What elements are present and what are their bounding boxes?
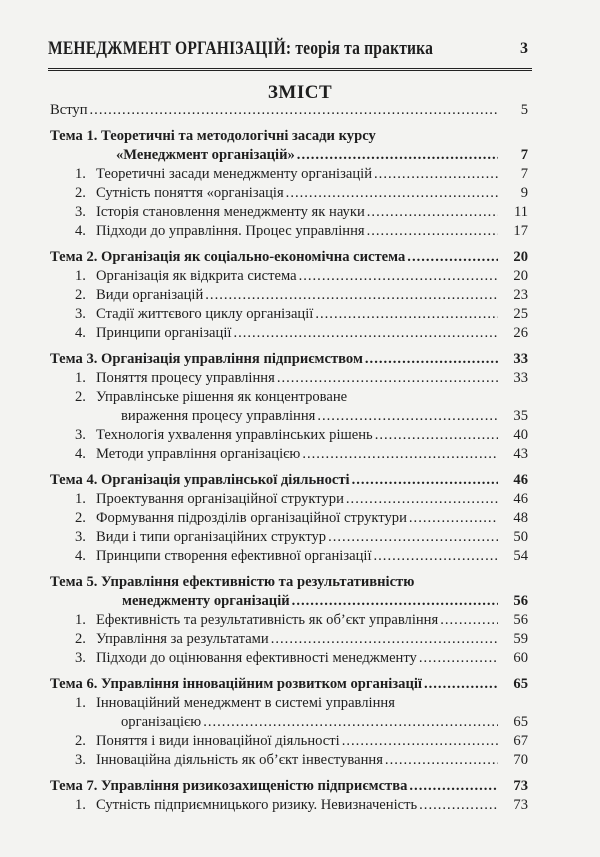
toc-topic-title: Тема 2. Організація як соціально-економічна система [50, 249, 406, 265]
toc-item-title [75, 796, 417, 815]
toc-item-title [75, 528, 326, 547]
toc-page-number: 50 [513, 529, 528, 545]
toc-item-title [75, 305, 313, 324]
toc-item-title [75, 388, 347, 407]
dot-leader [286, 184, 498, 203]
toc-item-text: Принципи створення ефективної організації [96, 548, 372, 564]
dot-leader [205, 286, 498, 305]
toc-item-number: 4. [75, 446, 86, 462]
toc-item-number: 4. [75, 548, 86, 564]
dot-leader [409, 509, 498, 528]
dot-leader [374, 165, 498, 184]
toc-page-number: 7 [520, 166, 528, 182]
toc-topic-title: Тема 4. Організація управлінської діяльності [50, 472, 350, 488]
toc-item-title [75, 490, 344, 509]
dot-leader [367, 203, 498, 222]
toc-item-title [75, 407, 315, 426]
toc-item-number: 3. [75, 427, 86, 443]
running-header [48, 34, 532, 71]
toc-page-number: 40 [513, 427, 528, 443]
toc-page-number: 54 [513, 548, 528, 564]
toc-item-text: Сутність поняття «організація [96, 185, 284, 201]
toc-item-text: Сутність підприємницького ризику. Невизначеність [96, 797, 418, 813]
toc-topic-row[interactable] [50, 350, 528, 369]
toc-page-number: 65 [513, 714, 528, 730]
toc-page-number: 48 [513, 510, 528, 526]
dot-leader [365, 350, 498, 369]
toc-item-text: Теоретичні засади менеджменту організацій [96, 166, 373, 182]
toc-page-number: 43 [513, 446, 528, 462]
toc-item-number: 2. [75, 631, 86, 647]
toc-item-title [75, 445, 300, 464]
toc-item-text: Технологія ухвалення управлінських рішень [96, 427, 373, 443]
toc-item-number: 4. [75, 325, 86, 341]
toc-item-title [75, 694, 395, 713]
toc-item-title [75, 630, 269, 649]
toc-page-number: 46 [513, 472, 528, 488]
toc-item-row[interactable] [50, 426, 528, 445]
toc-item-row[interactable] [50, 286, 528, 305]
toc-item-text: Управління за результатами [96, 631, 269, 647]
toc-item-row[interactable] [50, 165, 528, 184]
book-title [48, 38, 433, 60]
toc-section [50, 127, 528, 241]
toc-item-row[interactable] [50, 305, 528, 324]
toc-page-number: 25 [513, 306, 528, 322]
toc-page-number: 33 [513, 370, 528, 386]
toc-item-text: Управлінське рішення як концентроване [96, 389, 348, 405]
toc-topic-title: Тема 5. Управління ефективністю та результативністю [50, 574, 415, 590]
toc-item-row[interactable] [50, 267, 528, 286]
table-of-contents [50, 101, 528, 815]
toc-item-row[interactable] [50, 751, 528, 770]
toc-item-row[interactable] [50, 694, 528, 713]
toc-item-title [75, 509, 407, 528]
dot-leader [346, 490, 498, 509]
toc-page-number: 59 [513, 631, 528, 647]
toc-item-title [75, 324, 231, 343]
dot-leader [409, 777, 498, 796]
book-title-main: МЕНЕДЖМЕНТ ОРГАНІЗАЦІЙ: [48, 38, 292, 59]
toc-item-text: Ефективність та результативність як об’єкт управління [96, 612, 439, 628]
toc-item-text: Інноваційний менеджмент в системі управління [96, 695, 395, 711]
toc-page-number: 73 [513, 778, 528, 794]
toc-item-title [75, 286, 203, 305]
toc-item-number: 3. [75, 752, 86, 768]
toc-section [50, 675, 528, 770]
toc-topic-title: Тема 1. Теоретичні та методологічні засади курсу [50, 128, 376, 144]
toc-page-number: 65 [513, 676, 528, 692]
toc-item-text: Проектування організаційної структури [96, 491, 344, 507]
dot-leader [374, 547, 499, 566]
toc-item-title [75, 547, 372, 566]
toc-item-title [75, 426, 373, 445]
toc-item-text: Види і типи організаційних структур [96, 529, 327, 545]
toc-item-number: 2. [75, 287, 86, 303]
toc-item-number: 1. [75, 491, 86, 507]
toc-page-number: 35 [513, 408, 528, 424]
dot-leader [292, 592, 498, 611]
toc-page-number: 11 [513, 204, 528, 220]
toc-topic-row[interactable] [50, 146, 528, 165]
dot-leader [385, 751, 498, 770]
toc-item-title [75, 165, 372, 184]
toc-topic-title: Тема 7. Управління ризикозахищеністю підприємства [50, 778, 408, 794]
toc-item-title [75, 611, 438, 630]
toc-item-text: Інноваційна діяльність як об’єкт інвестування [96, 752, 383, 768]
toc-item-number: 1. [75, 166, 86, 182]
toc-item-number: 1. [75, 695, 86, 711]
toc-item-title [75, 184, 284, 203]
toc-page-number: 23 [513, 287, 528, 303]
toc-topic-row[interactable] [50, 127, 528, 146]
toc-item-title [75, 713, 201, 732]
toc-item-text: Формування підрозділів організаційної структури [96, 510, 407, 526]
toc-item-row[interactable] [50, 528, 528, 547]
toc-page-number: 67 [513, 733, 528, 749]
toc-item-text: Поняття і види інноваційної діяльності [96, 733, 340, 749]
toc-topic-row[interactable] [50, 101, 528, 120]
toc-section [50, 101, 528, 120]
toc-topic-row[interactable] [50, 777, 528, 796]
toc-item-text: Історія становлення менеджменту як науки [96, 204, 365, 220]
toc-item-number: 2. [75, 389, 86, 405]
toc-item-text: Підходи до оцінювання ефективності менеджменту [96, 650, 417, 666]
toc-item-number: 3. [75, 204, 86, 220]
toc-page-number: 26 [513, 325, 528, 341]
dot-leader [299, 267, 498, 286]
toc-section [50, 350, 528, 464]
toc-topic-row[interactable] [50, 675, 528, 694]
toc-page-number: 5 [520, 102, 528, 118]
dot-leader [328, 528, 498, 547]
toc-item-text: вираження процесу управління [121, 408, 316, 424]
toc-item-number: 1. [75, 268, 86, 284]
toc-item-row[interactable] [50, 407, 528, 426]
toc-page-number: 9 [520, 185, 528, 201]
toc-topic-title: Тема 3. Організація управління підприємством [50, 351, 363, 367]
toc-topic-title: «Менеджмент організацій» [116, 147, 295, 163]
toc-item-text: Поняття процесу управління [96, 370, 275, 386]
dot-leader [317, 407, 498, 426]
toc-item-row[interactable] [50, 732, 528, 751]
toc-item-row[interactable] [50, 369, 528, 388]
toc-item-number: 4. [75, 223, 86, 239]
toc-topic-title: Вступ [50, 102, 88, 118]
toc-item-row[interactable] [50, 796, 528, 815]
toc-topic-row[interactable] [50, 248, 528, 267]
toc-item-row[interactable] [50, 649, 528, 668]
toc-item-row[interactable] [50, 611, 528, 630]
toc-topic-title: менеджменту організацій [122, 593, 290, 609]
dot-leader [352, 471, 498, 490]
toc-heading: ЗМІСТ [267, 82, 333, 103]
toc-page-number: 20 [513, 249, 528, 265]
dot-leader [271, 630, 498, 649]
toc-page-number: 20 [513, 268, 528, 284]
toc-item-row[interactable] [50, 184, 528, 203]
toc-item-row[interactable] [50, 547, 528, 566]
toc-item-number: 3. [75, 529, 86, 545]
toc-item-number: 1. [75, 797, 86, 813]
toc-item-title [75, 751, 383, 770]
dot-leader [297, 146, 498, 165]
toc-item-number: 2. [75, 510, 86, 526]
dot-leader [203, 713, 498, 732]
toc-item-title [75, 203, 365, 222]
book-title-sub: теорія та практика [291, 38, 434, 59]
toc-item-number: 2. [75, 733, 86, 749]
toc-item-title [75, 267, 297, 286]
toc-item-text: Принципи організації [96, 325, 232, 341]
toc-page-number: 73 [513, 797, 528, 813]
toc-item-text: Методи управління організацією [96, 446, 301, 462]
dot-leader [375, 426, 498, 445]
toc-item-text: Види організацій [96, 287, 204, 303]
page-number: 3 [520, 40, 528, 57]
dot-leader [302, 445, 498, 464]
toc-page-number: 60 [513, 650, 528, 666]
dot-leader [419, 649, 498, 668]
dot-leader [419, 796, 498, 815]
toc-page-number: 17 [513, 223, 528, 239]
dot-leader [277, 369, 498, 388]
toc-item-row[interactable] [50, 630, 528, 649]
dot-leader [315, 305, 498, 324]
toc-item-number: 2. [75, 185, 86, 201]
toc-page-number: 46 [513, 491, 528, 507]
dot-leader [440, 611, 498, 630]
toc-item-text: Підходи до управління. Процес управління [96, 223, 365, 239]
toc-topic-row[interactable] [50, 471, 528, 490]
toc-page-number: 33 [513, 351, 528, 367]
toc-item-title [75, 369, 275, 388]
toc-item-number: 1. [75, 612, 86, 628]
toc-page-number: 70 [513, 752, 528, 768]
toc-item-text: організацією [121, 714, 202, 730]
toc-section [50, 471, 528, 566]
toc-topic-row[interactable] [50, 592, 528, 611]
toc-item-row[interactable] [50, 324, 528, 343]
toc-page-number: 7 [520, 147, 528, 163]
toc-page-number: 56 [513, 593, 528, 609]
dot-leader [407, 248, 498, 267]
toc-section [50, 777, 528, 815]
toc-item-row[interactable] [50, 509, 528, 528]
toc-page-number: 56 [513, 612, 528, 628]
toc-item-number: 3. [75, 306, 86, 322]
toc-item-title [75, 222, 365, 241]
toc-item-title [75, 649, 417, 668]
dot-leader [342, 732, 498, 751]
dot-leader [424, 675, 498, 694]
toc-item-number: 1. [75, 370, 86, 386]
toc-topic-title: Тема 6. Управління інноваційним розвитком організації [50, 676, 422, 692]
toc-item-row[interactable] [50, 388, 528, 407]
dot-leader [233, 324, 498, 343]
toc-section [50, 573, 528, 668]
toc-item-row[interactable] [50, 222, 528, 241]
toc-topic-row[interactable] [50, 573, 528, 592]
toc-section [50, 248, 528, 343]
toc-item-number: 3. [75, 650, 86, 666]
dot-leader [90, 101, 498, 120]
toc-item-text: Стадії життєвого циклу організації [96, 306, 314, 322]
toc-item-text: Організація як відкрита система [96, 268, 297, 284]
toc-item-row[interactable] [50, 713, 528, 732]
toc-item-title [75, 732, 340, 751]
dot-leader [367, 222, 498, 241]
toc-item-row[interactable] [50, 203, 528, 222]
toc-item-row[interactable] [50, 490, 528, 509]
toc-item-row[interactable] [50, 445, 528, 464]
